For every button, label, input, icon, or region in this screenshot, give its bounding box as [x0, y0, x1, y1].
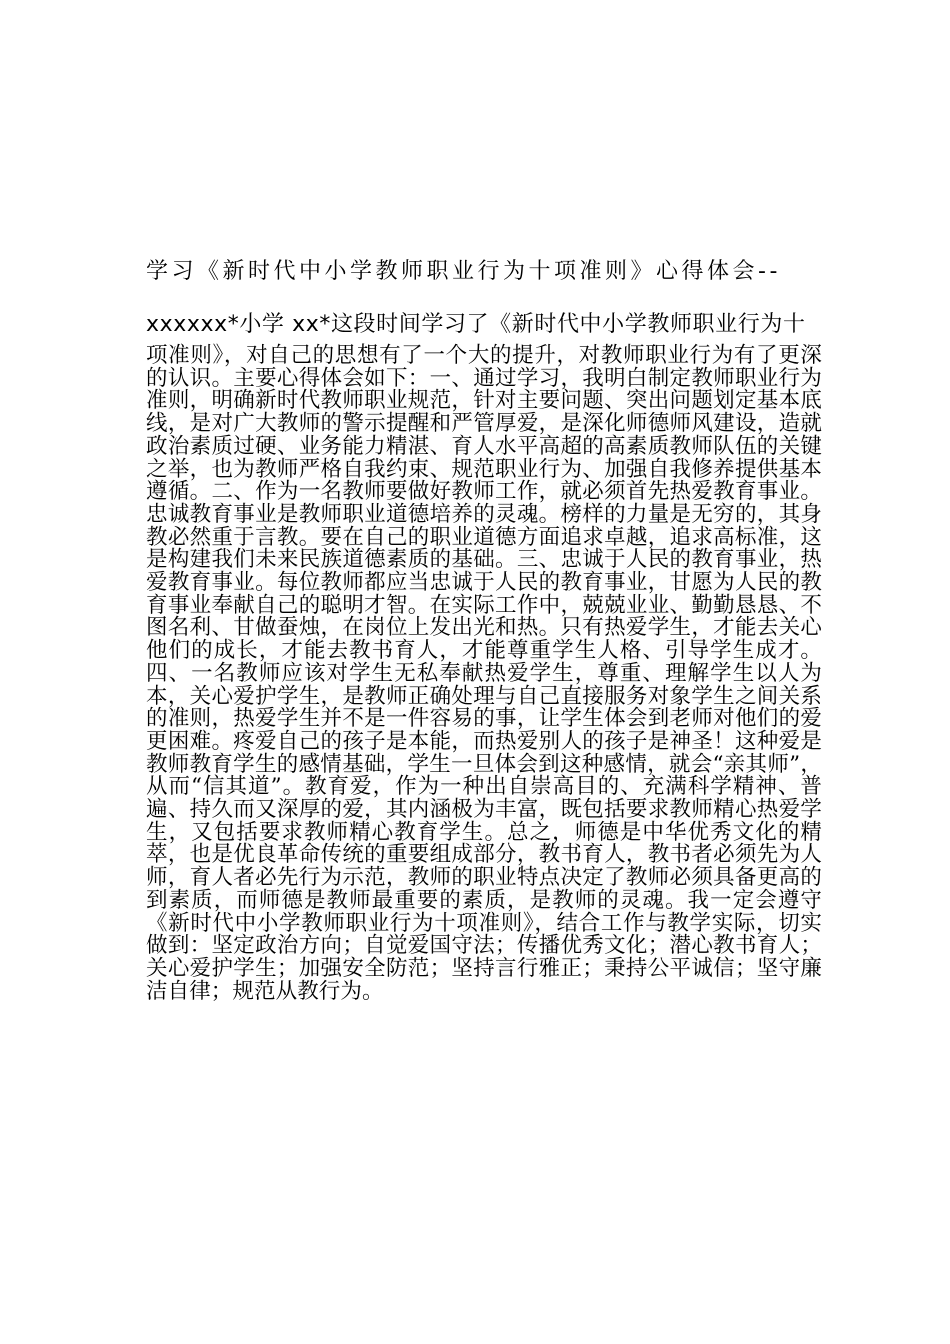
author-line: xxxxxx*小学 xx*这段时间学习了《新时代中小学教师职业行为十	[146, 312, 806, 337]
body-paragraph: 项准则》，对自己的思想有了一个大的提升，对教师职业行为有了更深的认识。主要心得体会如下：一、通过学习，我明白制定教师职业行为准则，明确新时代教师职业规范，针对主要问题、突出问题划定基本底线，是对广大教师的警示提醒和严管厚爱，是深化师德师风建设，造就政治素质过硬、业务能力精湛、育人水平高超的高素质教师队伍的关键之举，也为教师严格自我约束、规范职业行为、加强自我修养提供基本遵循。二、作为一名教师要做好教师工作，就必须首先热爱教育事业。忠诚教育事业是教师职业道德培养的灵魂。榜样的力量是无穷的，其身教必然重于言教。要在自己的职业道德方面追求卓越，追求高标准，这是构建我们未来民族道德素质的基础。三、忠诚于人民的教育事业，热爱教育事业。每位教师都应当忠诚于人民的教育事业，甘愿为人民的教育事业奉献自己的聪明才智。在实际工作中，兢兢业业、勤勤恳恳、不图名利、甘做蚕烛，在岗位上发出光和热。只有热爱学生，才能去关心他们的成长，才能去教书育人，才能尊重学生人格、引导学生成才。四、一名教师应该对学生无私奉献热爱学生，尊重、理解学生以人为本，关心爱护学生，是教师正确处理与自己直接服务对象学生之间关系的准则，热爱学生并不是一件容易的事，让学生体会到老师对他们的爱更困难。疼爱自己的孩子是本能，而热爱别人的孩子是神圣！这种爱是教师教育学生的感情基础，学生一旦体会到这种感情，就会“亲其师”，从而“信其道”。教育爱，作为一种出自崇高目的、充满科学精神、普遍、持久而又深厚的爱，其内涵极为丰富，既包括要求教师精心热爱学生，又包括要求教师精心教育学生。总之，师德是中华优秀文化的精萃，也是优良革命传统的重要组成部分，教书育人，教书者必须先为人师，育人者必先行为示范，教师的职业特点决定了教师必须具备更高的到素质，而师德是教师最重要的素质，是教师的灵魂。我一定会遵守《新时代中小学教师职业行为十项准则》，结合工作与教学实际，切实做到：坚定政治方向；自觉爱国守法；传播优秀文化；潜心教书育人；关心爱护学生；加强安全防范；坚持言行雅正；秉持公平诚信；坚守廉洁自律；规范从教行为。	[146, 343, 822, 1004]
document-title: 学习《新时代中小学教师职业行为十项准则》心得体会--	[146, 259, 781, 284]
